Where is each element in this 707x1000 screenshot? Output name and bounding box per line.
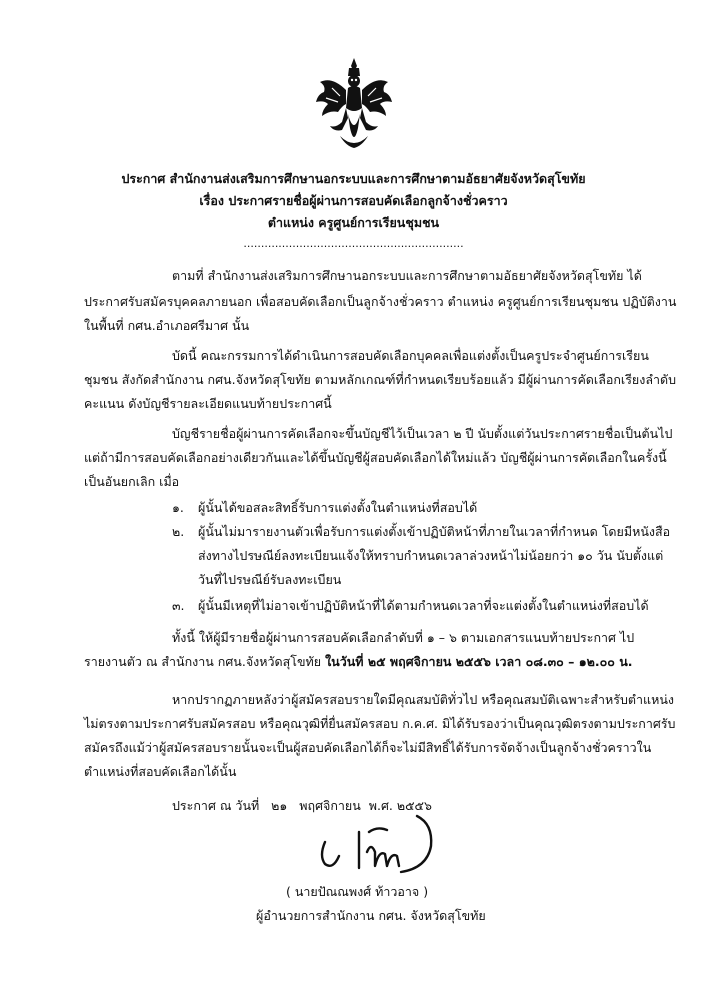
item-2-text-line-3: วันที่ไปรษณีย์รับลงทะเบียน xyxy=(198,572,342,587)
paragraph-3-line-1: บัญชีรายชื่อผู้ผ่านการคัดเลือกจะขึ้นบัญชีไว้เป็นเวลา ๒ ปี นับตั้งแต่วันประกาศรายชื่อเป็นต้นไป xyxy=(172,426,673,441)
paragraph-4-line-1: ทั้งนี้ ให้ผู้มีรายชื่อผู้ผ่านการสอบคัดเลือกลำดับที่ ๑ – ๖ ตามเอกสารแนบท้ายประกาศ ไป xyxy=(172,630,635,645)
date-year: พ.ศ. ๒๕๕๖ xyxy=(368,798,432,813)
announcement-heading: ประกาศ สำนักงานส่งเสริมการศึกษานอกระบบและการศึกษาตามอัธยาศัยจังหวัดสุโขทัย xyxy=(121,171,586,186)
signatory-title: ผู้อำนวยการสำนักงาน กศน. จังหวัดสุโขทัย xyxy=(256,908,486,923)
position-line: ตำแหน่ง ครูศูนย์การเรียนชุมชน xyxy=(267,215,440,230)
paragraph-2-line-2: ชุมชน สังกัดสำนักงาน กศน.จังหวัดสุโขทัย ตามหลักเกณฑ์ที่กำหนดเรียบร้อยแล้ว มีผู้ผ่านการคัดเลือกเรียงลำดับ xyxy=(84,372,677,387)
paragraph-1-line-1: ตามที่ สำนักงานส่งเสริมการศึกษานอกระบบและการศึกษาตามอัธยาศัยจังหวัดสุโขทัย ได้ xyxy=(172,268,642,283)
paragraph-5-line-3: สมัครถึงแม้ว่าผู้สมัครสอบรายนั้นจะเป็นผู้สอบคัดเลือกได้ก็จะไม่มีสิทธิ์ได้รับการจัดจ้างเป็นลูกจ้างชั่วคราวใน xyxy=(84,740,652,755)
paragraph-3-line-2: แต่ถ้ามีการสอบคัดเลือกอย่างเดียวกันและได้ขึ้นบัญชีผู้สอบคัดเลือกได้ใหม่แล้ว บัญชีผู้ผ่านการคัดเลือกในครั้งนี้ xyxy=(84,450,667,465)
item-1-text: ผู้นั้นได้ขอสละสิทธิ์รับการแต่งตั้งในตำแหน่งที่สอบได้ xyxy=(198,500,478,515)
date-label: ประกาศ ณ วันที่ xyxy=(172,798,260,813)
item-3-number: ๓. xyxy=(172,598,185,613)
garuda-emblem-icon xyxy=(312,56,396,152)
paragraph-1-line-2: ประกาศรับสมัครบุคคลภายนอก เพื่อสอบคัดเลือกเป็นลูกจ้างชั่วคราว ตำแหน่ง ครูศูนย์การเรียนชุมชน ปฏิบัติงาน xyxy=(84,294,677,309)
item-3-text: ผู้นั้นมีเหตุที่ไม่อาจเข้าปฏิบัติหน้าที่ได้ตามกำหนดเวลาที่จะแต่งตั้งในตำแหน่งที่สอบได้ xyxy=(198,598,649,613)
paragraph-4-line-2 xyxy=(84,652,633,672)
handwritten-signature xyxy=(305,812,465,882)
item-1-number: ๑. xyxy=(172,500,184,515)
paragraph-5-line-2: ไม่ตรงตามประกาศรับสมัครสอบ หรือคุณวุฒิที่ยื่นสมัครสอบ ก.ค.ศ. มิได้รับรองว่าเป็นคุณวุฒิตรงตามประกาศรับ xyxy=(84,716,676,731)
item-2-text-line-2: ส่งทางไปรษณีย์ลงทะเบียนแจ้งให้ทราบกำหนดเวลาล่วงหน้าไม่น้อยกว่า ๑๐ วัน นับตั้งแต่ xyxy=(198,548,664,563)
paragraph-1-line-3: ในพื้นที่ กศน.อำเภอศรีมาศ นั้น xyxy=(84,318,250,333)
report-location: รายงานตัว ณ สำนักงาน กศน.จังหวัดสุโขทัย xyxy=(84,654,326,669)
paragraph-5-line-4: ตำแหน่งที่สอบคัดเลือกได้นั้น xyxy=(84,764,237,779)
report-date-time: ในวันที่ ๒๕ พฤศจิกายน ๒๕๕๖ เวลา ๐๘.๓๐ – ๑๒.๐๐ น. xyxy=(325,654,633,669)
paragraph-3-line-3: เป็นอันยกเลิก เมื่อ xyxy=(84,474,180,489)
separator-dots: ............................................................... xyxy=(243,237,464,250)
subject-line: เรื่อง ประกาศรายชื่อผู้ผ่านการสอบคัดเลือกลูกจ้างชั่วคราว xyxy=(199,193,508,208)
paragraph-2-line-1: บัดนี้ คณะกรรมการได้ดำเนินการสอบคัดเลือกบุคคลเพื่อแต่งตั้งเป็นครูประจำศูนย์การเรียน xyxy=(172,348,649,363)
item-2-number: ๒. xyxy=(172,524,185,539)
date-month: พฤศจิกายน xyxy=(299,798,361,813)
paragraph-2-line-3: คะแนน ดังบัญชีรายละเอียดแนบท้ายประกาศนี้ xyxy=(84,396,332,411)
item-2-text-line-1: ผู้นั้นไม่มารายงานตัวเพื่อรับการแต่งตั้งเข้าปฏิบัติหน้าที่ภายในเวลาที่กำหนด โดยมีหนังสือ xyxy=(198,524,671,539)
date-day: ๒๑ xyxy=(271,798,288,813)
signatory-name: ( นายปัณณพงศ์ ท้าวอาจ ) xyxy=(286,884,429,899)
paragraph-5-line-1: หากปรากฏภายหลังว่าผู้สมัครสอบรายใดมีคุณสมบัติทั่วไป หรือคุณสมบัติเฉพาะสำหรับตำแหน่ง xyxy=(172,692,674,707)
